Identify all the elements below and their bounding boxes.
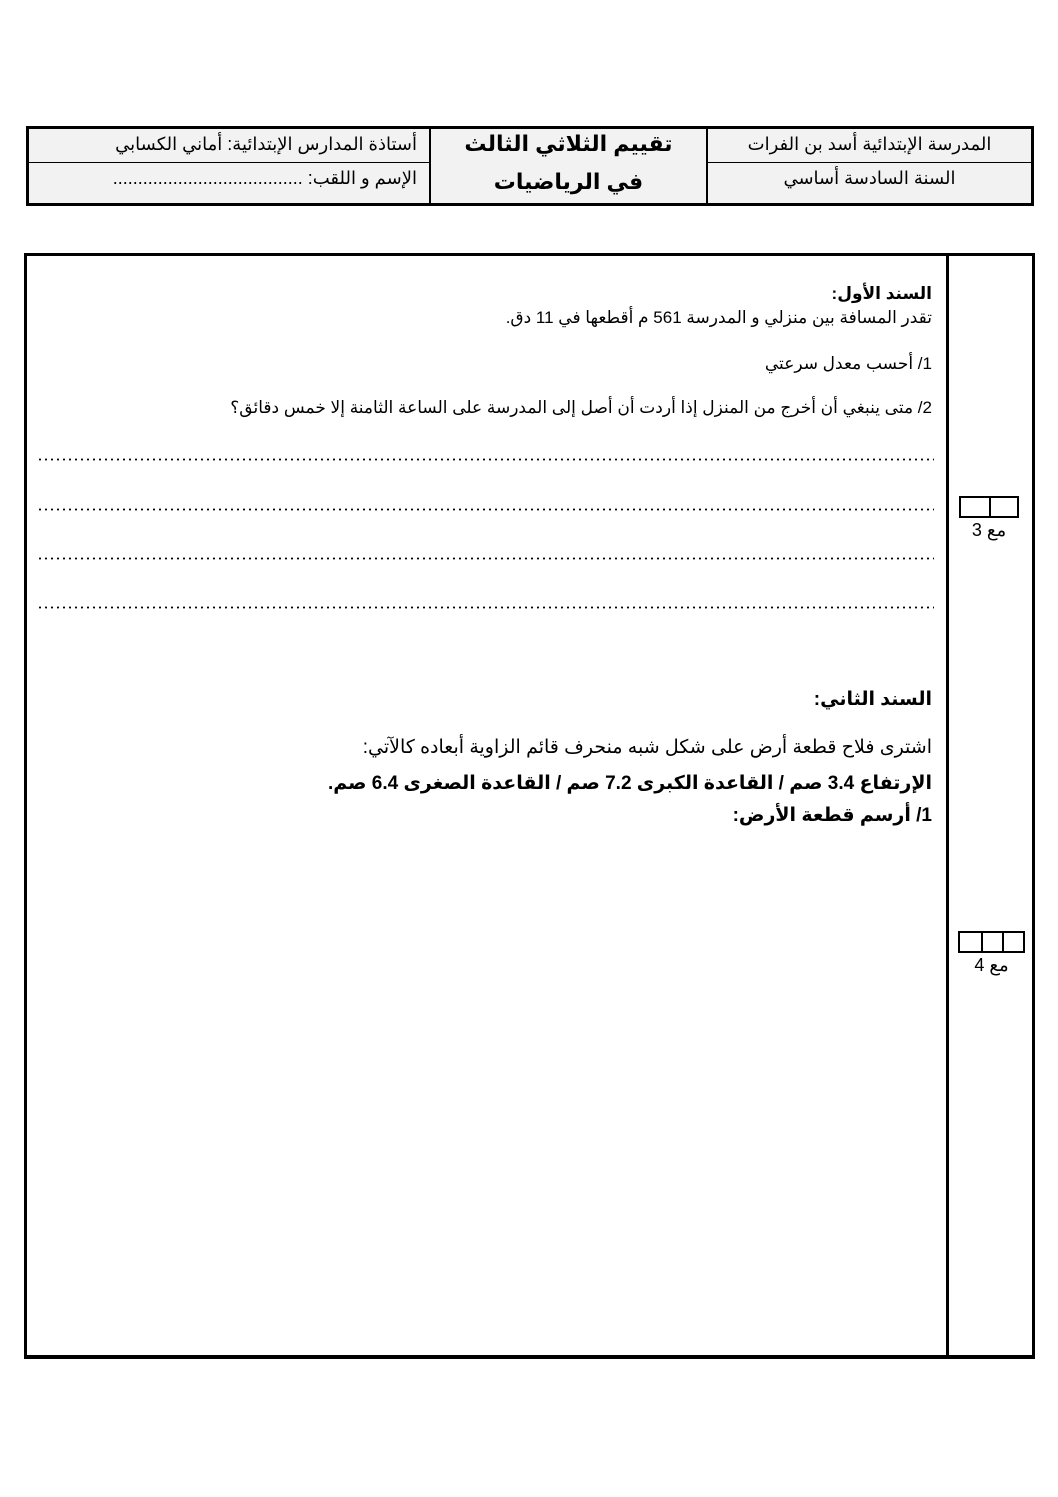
exam-title: تقييم الثلاثي الثالث	[464, 131, 673, 156]
section1-question-2: 2/ متى ينبغي أن أخرج من المنزل إذا أردت أن أصل إلى المدرسة على الساعة الثامنة إلا خمس دقائق؟	[230, 398, 932, 417]
score-box	[989, 498, 1017, 516]
header-title-column	[431, 129, 708, 203]
criterion-label: مع 3	[971, 520, 1007, 540]
answer-line[interactable]	[37, 557, 934, 560]
header-left-column	[29, 129, 431, 203]
score-box	[981, 933, 1002, 951]
section1-statement: تقدر المسافة بين منزلي و المدرسة 561 م أقطعها في 11 دق.	[505, 308, 932, 327]
section2-statement: اشترى فلاح قطعة أرض على شكل شبه منحرف قائم الزاوية أبعاده كالآتي:	[362, 737, 932, 758]
school-cell	[708, 129, 1031, 163]
exam-header-table	[26, 126, 1034, 206]
answer-line[interactable]	[37, 458, 934, 461]
answer-line[interactable]	[37, 508, 934, 511]
section2-title: السند الثاني:	[813, 689, 932, 710]
teacher-cell	[29, 129, 429, 163]
school-name: المدرسة الإبتدائية أسد بن الفرات	[747, 134, 992, 154]
header-right-column	[708, 129, 1031, 203]
score-boxes	[959, 496, 1019, 518]
score-boxes	[958, 931, 1025, 953]
exam-subject: في الرياضيات	[493, 169, 644, 194]
student-name-field[interactable]: الإسم و اللقب: ......................................	[112, 168, 417, 188]
section2-dimensions: الإرتفاع 3.4 صم / القاعدة الكبرى 7.2 صم / القاعدة الصغرى 6.4 صم.	[327, 773, 932, 794]
score-box	[961, 498, 989, 516]
section2-question-1: 1/ أرسم قطعة الأرض:	[732, 805, 932, 826]
answer-line[interactable]	[37, 606, 934, 609]
score-box	[1002, 933, 1023, 951]
score-box	[960, 933, 981, 951]
criterion-score-2	[958, 931, 1025, 976]
section1-title: السند الأول:	[831, 284, 932, 303]
criterion-label: مع 4	[974, 955, 1009, 975]
grade-cell	[708, 163, 1031, 203]
grading-margin-column	[946, 256, 1032, 1355]
student-name-cell[interactable]	[29, 163, 429, 203]
criterion-score-1	[959, 496, 1019, 541]
grade-level: السنة السادسة أساسي	[783, 168, 956, 188]
drawing-area[interactable]	[37, 846, 934, 1335]
teacher-name: أستاذة المدارس الإبتدائية: أماني الكسابي	[115, 134, 417, 154]
section1-question-1: 1/ أحسب معدل سرعتي	[764, 354, 932, 373]
exam-content	[27, 256, 946, 1355]
exam-body-frame	[24, 253, 1035, 1359]
